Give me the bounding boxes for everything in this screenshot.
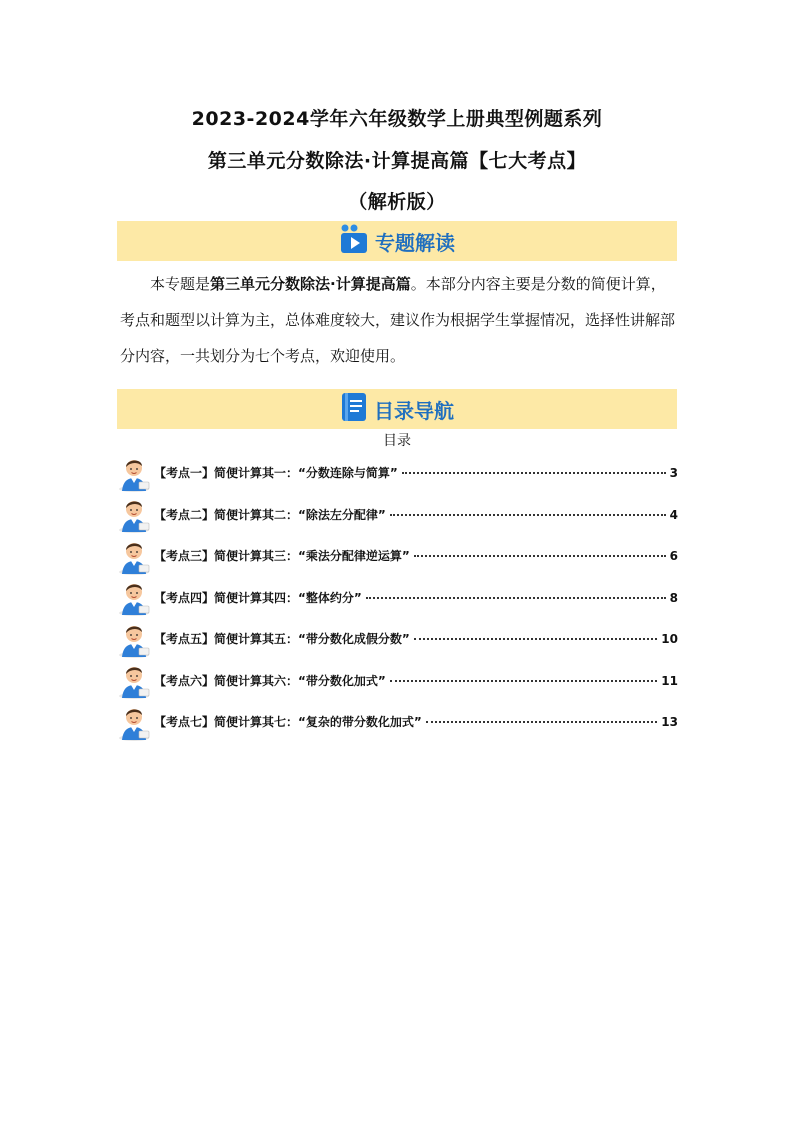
toc-entry-link[interactable] [154, 713, 678, 730]
toc-title: 目录 [383, 433, 411, 449]
toc-entry-link[interactable] [154, 547, 678, 564]
toc-dot-leader [414, 555, 666, 557]
toc-dot-leader [414, 638, 658, 640]
toc-entry-link[interactable] [154, 464, 678, 481]
toc-row[interactable] [118, 618, 678, 660]
toc-entry-link[interactable] [154, 506, 678, 523]
toc-row[interactable] [118, 701, 678, 743]
intro-emphasis: 第三单元分数除法·计算提高篇 [210, 275, 411, 293]
toc-row[interactable] [118, 494, 678, 536]
toc-dot-leader [426, 721, 658, 723]
video-play-icon [339, 223, 369, 259]
toc-entry-label: 【考点七】简便计算其七：“复杂的带分数化加式” [154, 715, 422, 730]
toc-dot-leader [390, 680, 658, 682]
student-avatar-icon [118, 577, 152, 617]
book-icon [340, 391, 368, 427]
toc-entry-link[interactable] [154, 589, 678, 606]
intro-paragraph: 本专题是第三单元分数除法·计算提高篇。本部分内容主要是分数的简便计算，考点和题型以计算为主，总体难度较大，建议作为根据学生掌握情况，选择性讲解部分内容，一共划分为七个考点，欢迎使用。 [120, 275, 676, 365]
toc-page-number: 3 [669, 466, 678, 481]
toc-entry-label: 【考点四】简便计算其四：“整体约分” [154, 590, 362, 605]
toc-entry-label: 【考点二】简便计算其二：“除法左分配律” [154, 507, 386, 522]
toc-entry-label: 【考点一】简便计算其一：“分数连除与简算” [154, 466, 398, 481]
toc-entry-link[interactable] [154, 672, 678, 689]
document-subtitle: 第三单元分数除法·计算提高篇【七大考点】 [207, 150, 587, 172]
section-heading-intro: 专题解读 [375, 230, 455, 255]
student-avatar-icon [118, 453, 152, 493]
section-band-toc [117, 389, 677, 429]
student-avatar-icon [118, 660, 152, 700]
toc-dot-leader [390, 514, 666, 516]
toc-page-number: 8 [669, 590, 678, 605]
toc-entry-label: 【考点六】简便计算其六：“带分数化加式” [154, 673, 386, 688]
section-band-intro [117, 221, 677, 261]
toc-row[interactable] [118, 660, 678, 702]
toc-row[interactable] [118, 577, 678, 619]
toc-entry-label: 【考点三】简便计算其三：“乘法分配律逆运算” [154, 549, 410, 564]
student-avatar-icon [118, 494, 152, 534]
toc-page-number: 11 [661, 673, 678, 688]
toc-dot-leader [402, 472, 666, 474]
toc-row[interactable] [118, 452, 678, 494]
table-of-contents [118, 452, 678, 743]
toc-page-number: 4 [669, 507, 678, 522]
student-avatar-icon [118, 702, 152, 742]
toc-page-number: 6 [669, 549, 678, 564]
document-title: 2023-2024学年六年级数学上册典型例题系列 [191, 108, 603, 130]
document-version-label: （解析版） [348, 191, 446, 213]
section-heading-toc: 目录导航 [374, 398, 454, 423]
toc-entry-label: 【考点五】简便计算其五：“带分数化成假分数” [154, 632, 410, 647]
toc-entry-link[interactable] [154, 630, 678, 647]
toc-dot-leader [366, 597, 666, 599]
student-avatar-icon [118, 619, 152, 659]
toc-page-number: 13 [661, 715, 678, 730]
student-avatar-icon [118, 536, 152, 576]
toc-page-number: 10 [661, 632, 678, 647]
toc-row[interactable] [118, 535, 678, 577]
